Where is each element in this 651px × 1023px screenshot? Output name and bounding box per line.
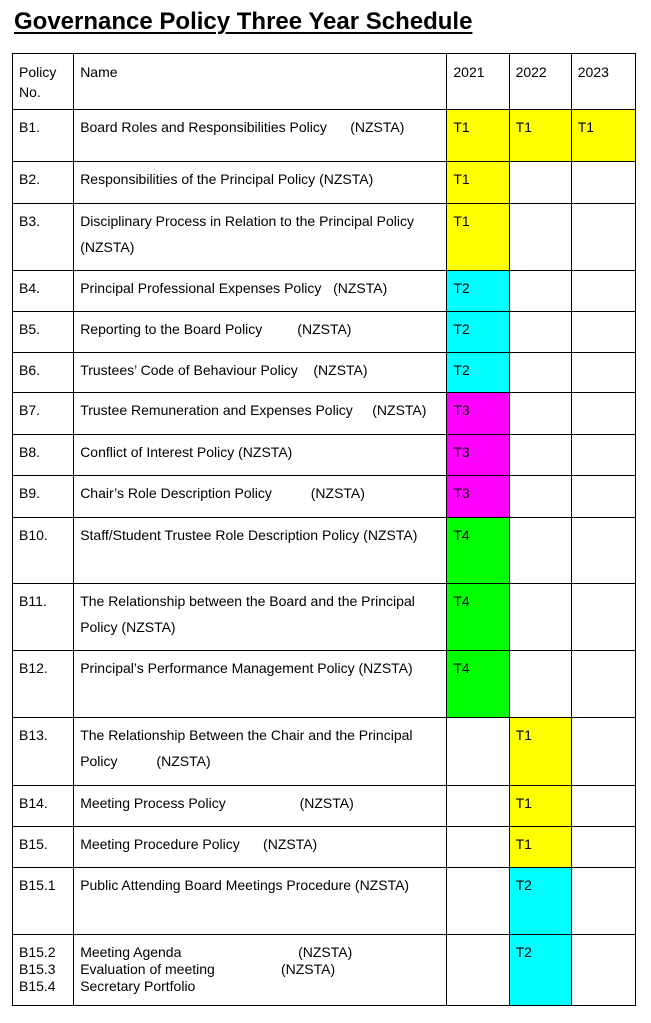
policy-name: Chair’s Role Description Policy (NZSTA) [80, 485, 365, 501]
term-cell-2022 [509, 718, 571, 786]
table-row [13, 584, 636, 651]
table-body [13, 110, 636, 1006]
term-cell-2021 [447, 162, 509, 204]
term-cell-2022 [509, 786, 571, 827]
header-year-2022: 2022 [509, 54, 571, 110]
policy-name-cell [74, 651, 447, 718]
term-cell-2022 [509, 204, 571, 271]
policy-number: B15.4 [19, 978, 56, 994]
term-cell-2022 [509, 868, 571, 935]
policy-number-cell [13, 353, 74, 393]
term-badge: T2 [453, 321, 470, 337]
term-badge: T2 [515, 877, 532, 893]
term-cell-2021 [447, 393, 509, 435]
header-name: Name [74, 54, 447, 110]
policy-number-cell [13, 204, 74, 271]
term-cell-2021 [447, 827, 509, 868]
table-row [13, 935, 636, 1006]
policy-name: Public Attending Board Meetings Procedure (NZSTA) [80, 877, 410, 893]
term-badge: T1 [515, 119, 532, 135]
term-badge: T2 [453, 280, 470, 296]
policy-schedule-table [12, 53, 636, 1006]
term-cell-2023 [571, 935, 635, 1006]
term-cell-2021 [447, 868, 509, 935]
policy-number-cell [13, 476, 74, 518]
policy-name-cell [74, 718, 447, 786]
policy-number-cell [13, 162, 74, 204]
policy-number: B11. [19, 593, 47, 609]
policy-number-cell [13, 393, 74, 435]
policy-number-cell [13, 786, 74, 827]
policy-name: Meeting Procedure Policy (NZSTA) [80, 836, 318, 852]
policy-name-cell [74, 204, 447, 271]
policy-name-cell [74, 162, 447, 204]
term-cell-2023 [571, 827, 635, 868]
policy-number-cell [13, 651, 74, 718]
policy-number: B5. [19, 321, 41, 337]
header-policy-no: Policy No. [13, 54, 74, 110]
policy-number: B1. [19, 119, 41, 135]
term-cell-2022 [509, 935, 571, 1006]
policy-number: B15. [19, 836, 48, 852]
policy-number: B14. [19, 795, 48, 811]
table-row [13, 393, 636, 435]
page-title: Governance Policy Three Year Schedule [14, 8, 473, 35]
policy-number-cell [13, 312, 74, 353]
term-cell-2023 [571, 353, 635, 393]
policy-number: B9. [19, 485, 41, 501]
policy-number: B7. [19, 402, 41, 418]
policy-number: B2. [19, 171, 41, 187]
term-cell-2021 [447, 271, 509, 312]
table-row [13, 353, 636, 393]
table-row [13, 271, 636, 312]
term-cell-2022 [509, 110, 571, 162]
term-cell-2023 [571, 518, 635, 584]
term-cell-2023 [571, 162, 635, 204]
policy-name-cell [74, 827, 447, 868]
policy-name: Principal’s Performance Management Policy (NZSTA) [80, 660, 413, 676]
term-badge: T1 [453, 213, 470, 229]
policy-number: B3. [19, 213, 41, 229]
term-cell-2023 [571, 393, 635, 435]
term-cell-2022 [509, 271, 571, 312]
term-badge: T4 [453, 593, 470, 609]
policy-name-cell [74, 786, 447, 827]
term-cell-2021 [447, 476, 509, 518]
policy-name: Trustees’ Code of Behaviour Policy (NZSTA) [80, 362, 368, 378]
table-row [13, 786, 636, 827]
policy-name: Conflict of Interest Policy (NZSTA) [80, 444, 293, 460]
term-cell-2022 [509, 435, 571, 476]
term-badge: T3 [453, 444, 470, 460]
table-row [13, 110, 636, 162]
policy-name-cell [74, 312, 447, 353]
term-badge: T1 [515, 795, 532, 811]
term-badge: T1 [453, 171, 470, 187]
table-row [13, 827, 636, 868]
policy-name: Disciplinary Process in Relation to the Principal Policy (NZSTA) [80, 213, 418, 255]
policy-name-cell [74, 476, 447, 518]
term-cell-2022 [509, 162, 571, 204]
table-row [13, 435, 636, 476]
policy-name: Board Roles and Responsibilities Policy (NZSTA) [80, 119, 405, 135]
policy-name-cell [74, 435, 447, 476]
term-cell-2021 [447, 353, 509, 393]
term-cell-2021 [447, 110, 509, 162]
policy-number: B8. [19, 444, 41, 460]
policy-number: B15.2 [19, 944, 56, 960]
term-cell-2021 [447, 718, 509, 786]
table-row [13, 312, 636, 353]
table-row [13, 868, 636, 935]
policy-number: B13. [19, 727, 48, 743]
policy-number-cell [13, 584, 74, 651]
policy-name-cell [74, 110, 447, 162]
table-row [13, 476, 636, 518]
term-cell-2023 [571, 271, 635, 312]
policy-number-cell [13, 110, 74, 162]
table-header-row [13, 54, 636, 110]
term-cell-2022 [509, 476, 571, 518]
term-cell-2021 [447, 651, 509, 718]
term-badge: T1 [577, 119, 595, 135]
term-cell-2023 [571, 718, 635, 786]
policy-name: Meeting Process Policy (NZSTA) [80, 795, 354, 811]
policy-name-cell [74, 518, 447, 584]
policy-name-cell [74, 271, 447, 312]
policy-name: Trustee Remuneration and Expenses Policy (NZSTA) [80, 402, 427, 418]
term-badge: T1 [515, 727, 532, 743]
term-cell-2022 [509, 353, 571, 393]
term-cell-2021 [447, 312, 509, 353]
term-badge: T1 [453, 119, 470, 135]
policy-number-cell [13, 827, 74, 868]
policy-number: B10. [19, 527, 48, 543]
policy-number-cell [13, 271, 74, 312]
policy-name: Evaluation of meeting (NZSTA) [80, 961, 336, 977]
policy-name: Responsibilities of the Principal Policy (NZSTA) [80, 171, 374, 187]
term-cell-2023 [571, 651, 635, 718]
policy-name: Reporting to the Board Policy (NZSTA) [80, 321, 352, 337]
term-cell-2023 [571, 312, 635, 353]
term-badge: T1 [515, 836, 532, 852]
term-cell-2023 [571, 786, 635, 827]
table-row [13, 651, 636, 718]
policy-name: Principal Professional Expenses Policy (NZSTA) [80, 280, 388, 296]
header-year-2023: 2023 [571, 54, 635, 110]
term-cell-2023 [571, 110, 635, 162]
policy-name: Meeting Agenda (NZSTA) [80, 944, 353, 960]
policy-number: B6. [19, 362, 41, 378]
term-cell-2021 [447, 435, 509, 476]
policy-number-cell [13, 435, 74, 476]
table-row [13, 162, 636, 204]
policy-number-cell [13, 518, 74, 584]
policy-name-cell [74, 935, 447, 1006]
term-badge: T4 [453, 660, 470, 676]
term-cell-2022 [509, 393, 571, 435]
header-year-2021: 2021 [447, 54, 509, 110]
term-cell-2023 [571, 435, 635, 476]
policy-number: B12. [19, 660, 48, 676]
term-badge: T3 [453, 402, 470, 418]
policy-number: B15.1 [19, 877, 56, 893]
term-badge: T4 [453, 527, 470, 543]
policy-number-cell [13, 935, 74, 1006]
term-cell-2021 [447, 204, 509, 271]
table-row [13, 518, 636, 584]
term-cell-2023 [571, 584, 635, 651]
term-cell-2022 [509, 518, 571, 584]
term-cell-2021 [447, 786, 509, 827]
policy-name: The Relationship between the Board and the Principal Policy (NZSTA) [80, 593, 419, 635]
term-cell-2023 [571, 868, 635, 935]
term-cell-2021 [447, 584, 509, 651]
policy-number-cell [13, 868, 74, 935]
term-cell-2022 [509, 584, 571, 651]
table-row [13, 718, 636, 786]
term-cell-2023 [571, 204, 635, 271]
term-cell-2021 [447, 935, 509, 1006]
policy-name: Staff/Student Trustee Role Description Policy (NZSTA) [80, 527, 418, 543]
term-cell-2021 [447, 518, 509, 584]
policy-name-cell [74, 353, 447, 393]
policy-name-cell [74, 393, 447, 435]
policy-name-cell [74, 868, 447, 935]
term-badge: T2 [453, 362, 470, 378]
term-badge: T2 [515, 944, 532, 960]
policy-name-cell [74, 584, 447, 651]
term-badge: T3 [453, 485, 470, 501]
policy-number: B15.3 [19, 961, 56, 977]
term-cell-2022 [509, 827, 571, 868]
table-row [13, 204, 636, 271]
policy-name: Secretary Portfolio [80, 978, 196, 994]
term-cell-2022 [509, 312, 571, 353]
policy-number-cell [13, 718, 74, 786]
term-cell-2023 [571, 476, 635, 518]
term-cell-2022 [509, 651, 571, 718]
policy-number: B4. [19, 280, 41, 296]
policy-name: The Relationship Between the Chair and the Principal Policy (NZSTA) [80, 727, 417, 769]
